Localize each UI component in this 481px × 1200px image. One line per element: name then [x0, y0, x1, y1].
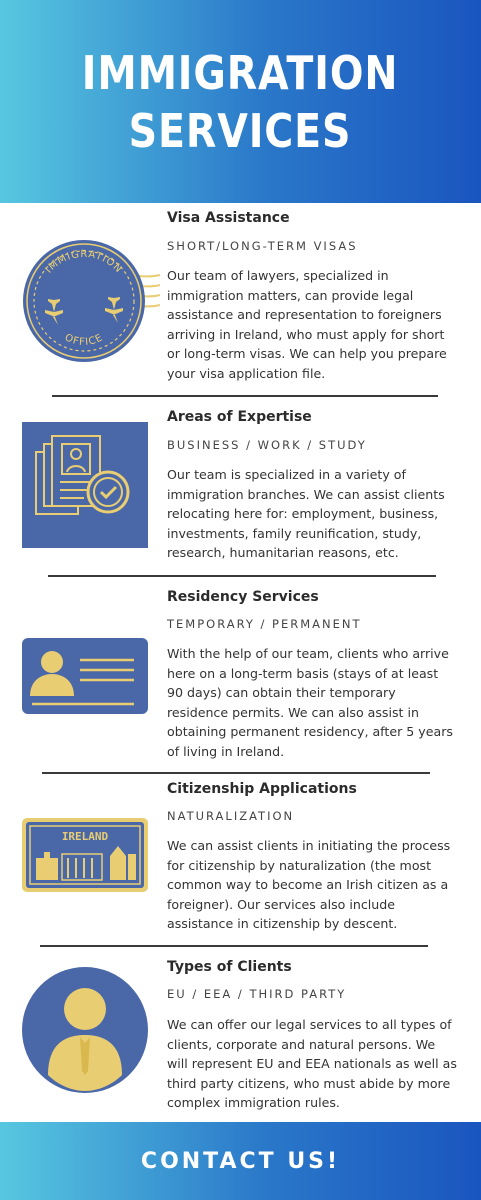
page-title-line2: SERVICES — [129, 103, 352, 158]
header-banner — [0, 0, 481, 203]
person-avatar-icon — [22, 967, 148, 1093]
section-title: Areas of Expertise — [167, 409, 312, 425]
section-body: With the help of our team, clients who arrive here on a long-term basis (stays of at least 90 days) can obtain their temporary residence permits. We can also assist in obtaining permanent residency, after 5 years of living in Ireland. — [167, 646, 453, 759]
documents-approved-icon — [22, 422, 148, 548]
section-subtitle: EU / EEA / THIRD PARTY — [167, 987, 347, 1001]
section-body: We can offer our legal services to all types of clients, corporate and natural persons. We will represent EU and EEA nationals as well as third party citizens, who must abide by more complex immigration rules. — [167, 1017, 457, 1111]
section-body: Our team of lawyers, specialized in immigration matters, can provide legal assistance and representation to foreigners arriving in Ireland, who must apply for short or long-term visas. We can help you prepare your visa application file. — [167, 268, 447, 381]
section-divider — [52, 395, 438, 397]
page-title-line1: IMMIGRATION — [82, 45, 399, 100]
section-title: Visa Assistance — [167, 210, 290, 226]
section-citizenship-applications — [0, 774, 481, 946]
contact-us-button[interactable] — [0, 1122, 481, 1200]
page-title — [82, 44, 399, 160]
section-areas-of-expertise — [0, 398, 481, 576]
section-title: Citizenship Applications — [167, 781, 357, 797]
section-subtitle: BUSINESS / WORK / STUDY — [167, 438, 367, 452]
section-subtitle: NATURALIZATION — [167, 809, 295, 823]
stamp-bottom-text: OFFICE — [62, 332, 106, 349]
section-title: Types of Clients — [167, 959, 292, 975]
immigration-stamp-icon — [18, 235, 168, 365]
contact-us-label: CONTACT US! — [140, 1148, 341, 1174]
stamp-top-text: IMMIGRATION — [43, 248, 125, 276]
section-body: We can assist clients in initiating the process for citizenship by naturalization (the most common way to become an Irish citizen as a foreigner). Our services also include assistance in citizenship by descent. — [167, 838, 451, 932]
section-visa-assistance — [0, 203, 481, 398]
section-types-of-clients — [0, 947, 481, 1122]
section-title: Residency Services — [167, 589, 319, 605]
section-subtitle: TEMPORARY / PERMANENT — [167, 617, 362, 631]
section-subtitle: SHORT/LONG-TERM VISAS — [167, 239, 358, 253]
id-card-icon — [22, 638, 148, 714]
ireland-stamp-icon — [22, 818, 148, 892]
stamp-label-text: IRELAND — [61, 830, 109, 843]
section-body: Our team is specialized in a variety of immigration branches. We can assist clients relocating here for: employment, business, investments, family reunification, study, research, humanitarian reasons, etc. — [167, 467, 445, 561]
section-residency-services — [0, 577, 481, 773]
